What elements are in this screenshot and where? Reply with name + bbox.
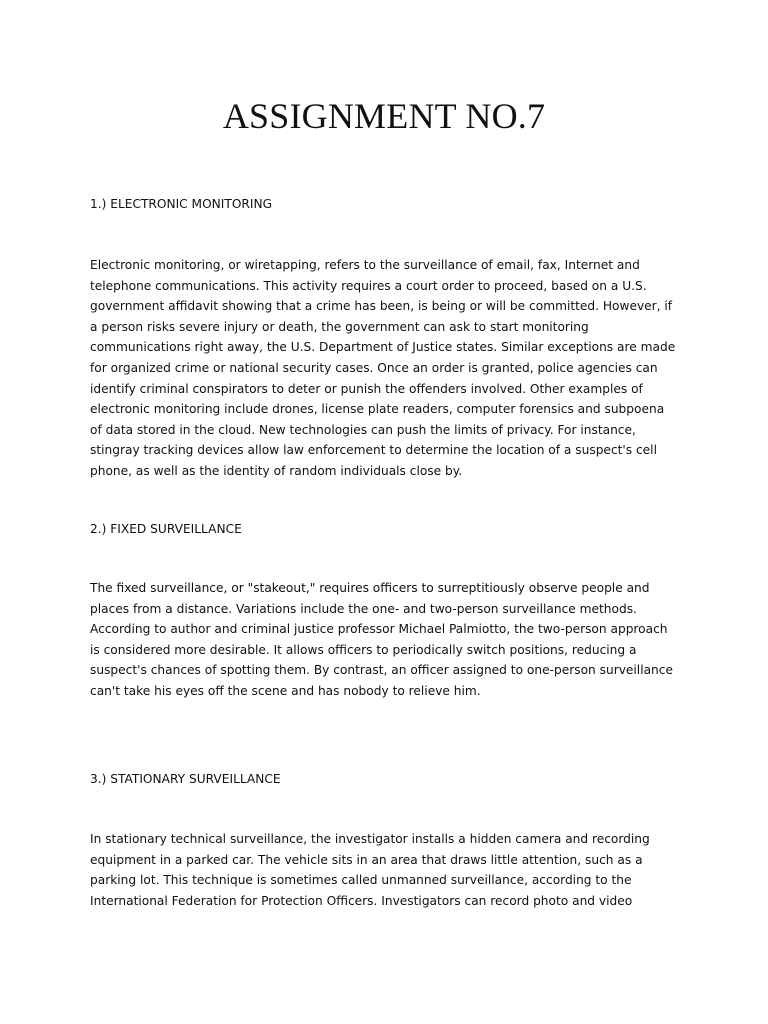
section-heading-electronic-monitoring: 1.) ELECTRONIC MONITORING: [90, 197, 273, 211]
paragraph-line: International Federation for Protection Officers. Investigators can record photo and video: [90, 893, 633, 908]
paragraph-line: phone, as well as the identity of random individuals close by.: [90, 463, 463, 478]
paragraph-line: can't take his eyes off the scene and has nobody to relieve him.: [90, 683, 481, 698]
paragraph-line: parking lot. This technique is sometimes called unmanned surveillance, according to the: [90, 873, 632, 888]
paragraph-line: telephone communications. This activity requires a court order to proceed, based on a U.S.: [90, 278, 647, 293]
paragraph-line: places from a distance. Variations include the one- and two-person surveillance methods.: [90, 601, 637, 616]
section-paragraph-stationary-surveillance: [90, 829, 650, 911]
paragraph-line: is considered more desirable. It allows officers to periodically switch positions, reducing a: [90, 642, 637, 657]
section-heading-stationary-surveillance: 3.) STATIONARY SURVEILLANCE: [90, 772, 281, 786]
section-paragraph-electronic-monitoring: [90, 255, 675, 482]
paragraph-line: identify criminal conspirators to deter or punish the offenders involved. Other examples of: [90, 381, 643, 396]
paragraph-line: suspect's chances of spotting them. By contrast, an officer assigned to one-person surveillance: [90, 663, 673, 678]
paragraph-line: for organized crime or national security cases. Once an order is granted, police agencies can: [90, 360, 658, 375]
paragraph-line: a person risks severe injury or death, the government can ask to start monitoring: [90, 319, 589, 334]
paragraph-line: According to author and criminal justice professor Michael Palmiotto, the two-person approach: [90, 622, 668, 637]
paragraph-line: stingray tracking devices allow law enforcement to determine the location of a suspect's cell: [90, 443, 657, 458]
paragraph-line: In stationary technical surveillance, the investigator installs a hidden camera and recording: [90, 832, 650, 846]
document-title: ASSIGNMENT NO.7: [222, 96, 546, 136]
section-paragraph-fixed-surveillance: [90, 578, 673, 702]
section-heading-fixed-surveillance: 2.) FIXED SURVEILLANCE: [90, 522, 242, 536]
paragraph-line: government affidavit showing that a crime has been, is being or will be committed. However, if: [90, 299, 673, 314]
paragraph-line: electronic monitoring include drones, license plate readers, computer forensics and subpoena: [90, 402, 665, 417]
paragraph-line: of data stored in the cloud. New technologies can push the limits of privacy. For instance,: [90, 422, 636, 437]
paragraph-line: Electronic monitoring, or wiretapping, refers to the surveillance of email, fax, Internet and: [90, 258, 640, 272]
paragraph-line: equipment in a parked car. The vehicle sits in an area that draws little attention, such as a: [90, 852, 643, 867]
paragraph-line: The fixed surveillance, or "stakeout," requires officers to surreptitiously observe people and: [90, 581, 650, 595]
paragraph-line: communications right away, the U.S. Department of Justice states. Similar exceptions are made: [90, 340, 676, 355]
